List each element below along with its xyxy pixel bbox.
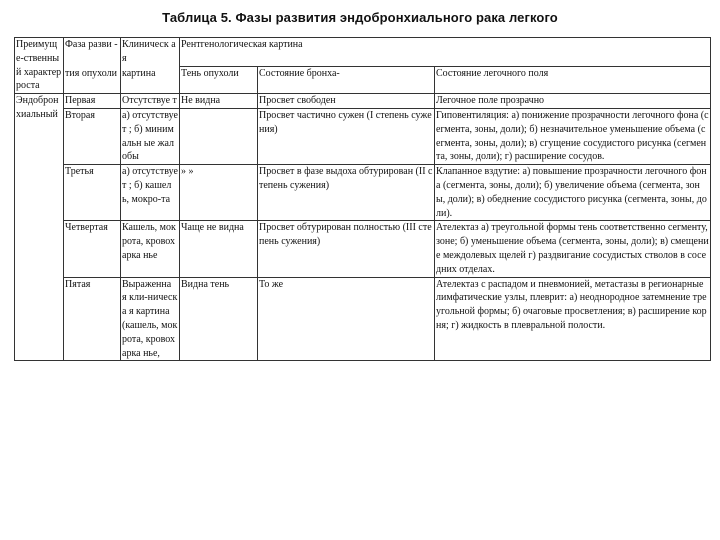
lung-text: Гиповентиляция: а) понижение прозрачности легочного фона (сегмента, зоны, доли); б) незначительное уменьшение объема (сегмента, зоны, доли); в) сгущение сосудистого рисунка (сегмента, зоны, доли); г) расширение сосудов. [436,109,709,163]
bronchus-text: То же [259,278,284,290]
table-row [15,94,711,109]
lung-cell [435,94,711,109]
lung-cell [435,108,711,164]
header-lung [435,67,711,94]
header-lung-label: Состояние легочного поля [436,68,549,79]
phases-table [14,37,711,361]
lung-text: Клапанное вздутие: а) повышение прозрачности легочного фона (сегмента, зоны, доли); б) увеличение объема (сегмента, зоны, доли); в) обеднение сосудистого рисунка (сегмента, зоны, доли). [436,166,707,219]
header-clinical-label: Клиническ ая [122,39,176,64]
header-bronchus [258,67,435,94]
bronchus-cell [258,94,435,109]
bronchus-cell [258,221,435,277]
phase-cell [64,94,121,109]
phase-cell [64,277,121,361]
shadow-text: Видна тень [181,278,230,290]
clinical-text: а) отсутствует ; б) минимальн ые жалобы [122,109,178,163]
bronchus-text: Просвет обтурирован полностью (III степень сужения) [259,222,432,248]
phase-label: Третья [65,166,94,178]
shadow-cell [180,221,258,277]
header-shadow-label: Тень опухоли [181,68,239,79]
bronchus-text: Просвет в фазе выдоха обтурирован (II степень сужения) [259,166,433,191]
phase-cell [64,165,121,221]
header-phase-cont [64,67,121,94]
header-row-1 [15,38,711,67]
growth-cell [15,94,64,361]
bronchus-cell [258,277,435,361]
bronchus-text: Просвет частично сужен (I степень сужения) [259,109,432,135]
clinical-cell [121,94,180,109]
header-shadow [180,67,258,94]
shadow-cell [180,108,258,164]
header-phase [64,38,121,67]
phase-label: Пятая [65,278,91,290]
clinical-text: Отсутствуе т [122,95,177,107]
lung-cell [435,165,711,221]
clinical-cell [121,165,180,221]
phase-label: Вторая [65,109,95,121]
header-clinical-cont [121,67,180,94]
phase-label: Четвертая [65,222,108,234]
header-growth-label: Преимущ е-ственны й характер роста [16,39,62,92]
bronchus-cell [258,108,435,164]
header-clinical [121,38,180,67]
phase-cell [64,108,121,164]
lung-text: Легочное поле прозрачно [436,95,545,107]
table-row [15,221,711,277]
growth-label: Эндоброн хиальный [16,95,59,120]
shadow-cell [180,277,258,361]
phase-cell [64,221,121,277]
table-row [15,108,711,164]
bronchus-cell [258,165,435,221]
header-rentgen-label: Рентгенологическая картина [181,39,303,50]
clinical-text: а) отсутствует ; б) кашель, мокро-та [122,166,178,205]
clinical-text: Кашель, мокрота, кровохарка нье [122,222,176,261]
header-phase-label-2: тия опухоли [65,67,118,79]
shadow-text: Чаще не видна [181,222,244,234]
header-rentgen [180,38,711,67]
table-title: Таблица 5. Фазы развития эндобронхиального рака легкого [162,10,558,25]
header-row-2 [15,67,711,94]
table-row [15,277,711,361]
header-bronchus-label: Состояние бронха- [259,68,340,79]
lung-cell [435,221,711,277]
shadow-cell [180,165,258,221]
clinical-text: Выраженна я кли-ническа я картина (кашель, мокрота, кровохарка нье, [122,278,178,359]
phase-label: Первая [65,95,96,107]
shadow-text: » » [181,166,194,178]
header-phase-label: Фаза разви - [65,39,118,50]
shadow-text: Не видна [181,95,221,107]
shadow-cell [180,94,258,109]
header-growth [15,38,64,94]
lung-cell [435,277,711,361]
clinical-cell [121,221,180,277]
lung-text: Ателектаз а) треугольной формы тень соответственно сегменту, зоне; б) уменьшение объема (сегмента, зоны, доли); в) смещение междолевых щелей г) раздвигание сосудистых стволов в соседних отделах. [436,222,709,275]
clinical-cell [121,277,180,361]
header-clinical-label-2: картина [122,67,156,79]
clinical-cell [121,108,180,164]
bronchus-text: Просвет свободен [259,95,336,107]
lung-text: Ателектаз с распадом и пневмонией, метастазы в регионарные лимфатические узлы, плеврит: а) неоднородное затемнение треугольной формы; б) очаговые просветления; в) расширение корня; г) жидкость в плевральной полости. [436,278,707,331]
table-row [15,165,711,221]
